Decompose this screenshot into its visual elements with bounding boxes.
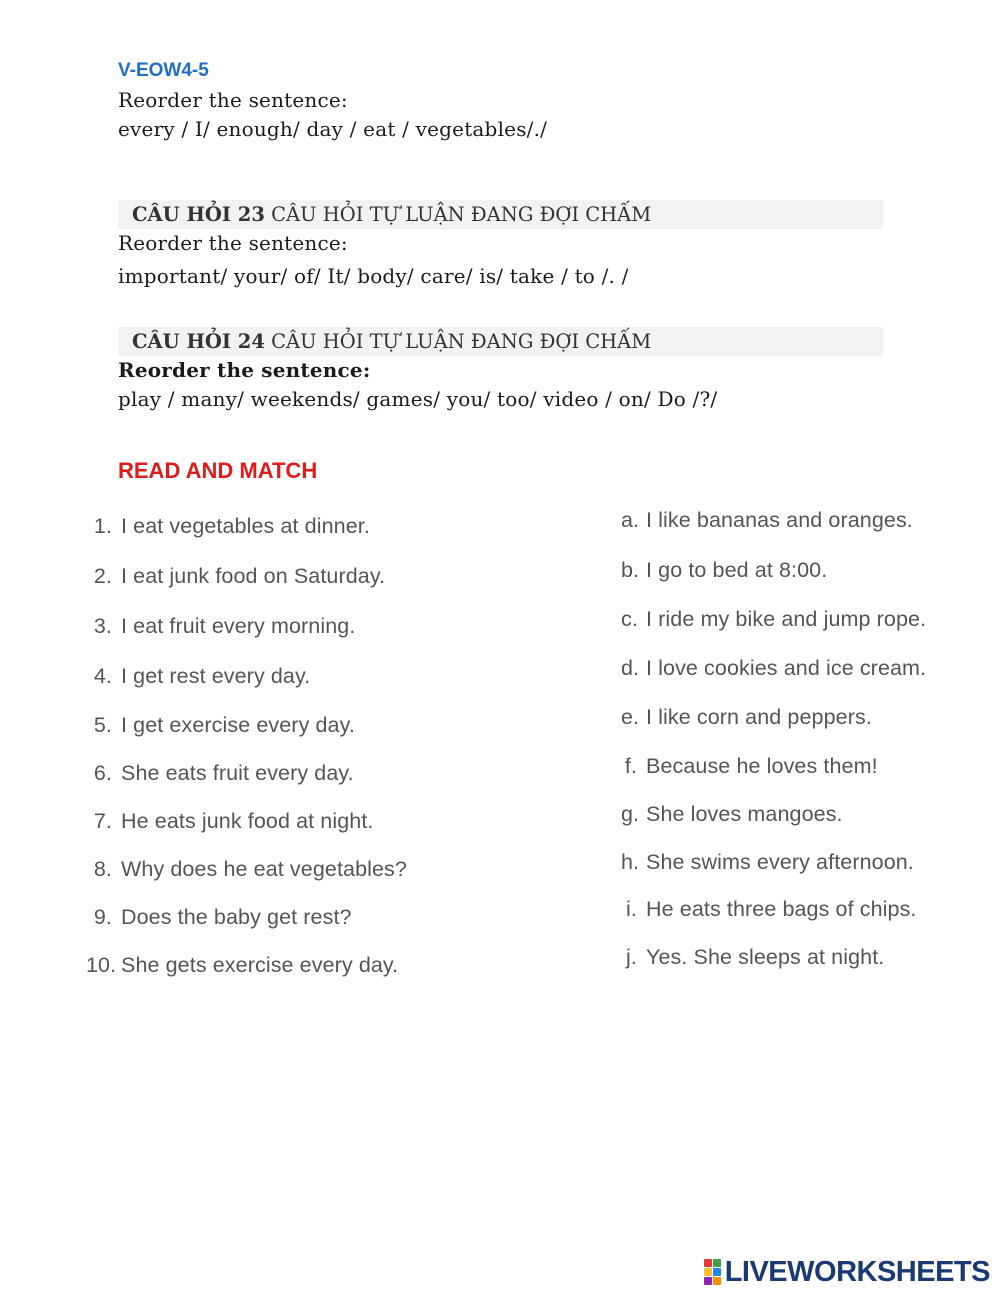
right-item [621,850,914,875]
item-text: Why does he eat vegetables? [121,857,407,881]
left-item [86,614,355,639]
item-letter: d. [621,656,640,680]
right-item [621,754,878,779]
item-text: Yes. She sleeps at night. [646,945,885,969]
item-number: 2. [93,564,112,588]
item-number: 6. [93,761,112,785]
right-item [621,607,926,632]
item-text: Does the baby get rest? [121,905,352,929]
item-text: She loves mangoes. [646,802,843,826]
left-item [86,713,355,738]
q24-instruction: Reorder the sentence: [118,358,371,382]
q24-header [118,327,883,356]
item-text: I love cookies and ice cream. [646,656,927,680]
item-letter: h. [621,850,640,874]
left-item [86,514,370,539]
left-item [86,857,407,882]
item-text: She eats fruit every day. [121,761,354,785]
item-text: She gets exercise every day. [121,953,399,977]
item-text: She swims every afternoon. [646,850,914,874]
left-item [86,953,398,978]
q23-words: important/ your/ of/ It/ body/ care/ is/ take / to /. / [118,264,629,288]
item-text: I get exercise every day. [121,713,355,737]
right-item [621,656,926,681]
right-item [621,802,843,827]
item-text: I like bananas and oranges. [646,508,913,532]
read-and-match-title: READ AND MATCH [118,458,318,483]
left-item [86,564,385,589]
q24-words: play / many/ weekends/ games/ you/ too/ video / on/ Do /?/ [118,387,718,411]
liveworksheets-logo [704,1255,990,1289]
q24-status: CÂU HỎI TỰ LUẬN ĐANG ĐỢI CHẤM [271,330,652,353]
worksheet-code: V-EOW4-5 [118,60,209,81]
right-item [621,945,884,970]
item-number: 10. [86,953,117,977]
item-number: 1. [93,514,112,538]
item-number: 8. [93,857,112,881]
item-letter: j. [626,945,637,969]
q1-words: every / I/ enough/ day / eat / vegetables/./ [118,117,548,141]
item-letter: e. [621,705,640,729]
left-item [86,761,354,786]
item-letter: f. [624,754,637,778]
left-item [86,664,310,689]
q23-instruction: Reorder the sentence: [118,231,348,255]
item-number: 7. [93,809,112,833]
q23-number: CÂU HỎI 23 [132,203,265,226]
right-item [621,897,917,922]
item-letter: a. [621,508,640,532]
item-letter: g. [621,802,640,826]
right-item [621,508,913,533]
q23-header [118,200,883,229]
item-text: I eat vegetables at dinner. [121,514,370,538]
item-letter: b. [621,558,640,582]
item-text: He eats junk food at night. [121,809,374,833]
q1-instruction: Reorder the sentence: [118,88,348,112]
q23-status: CÂU HỎI TỰ LUẬN ĐANG ĐỢI CHẤM [271,203,652,226]
item-letter: i. [626,897,637,921]
q24-number: CÂU HỎI 24 [132,330,265,353]
item-letter: c. [621,607,638,631]
right-item [621,705,872,730]
left-item [86,809,374,834]
item-text: I like corn and peppers. [646,705,872,729]
item-text: I ride my bike and jump rope. [646,607,927,631]
item-text: Because he loves them! [646,754,878,778]
item-text: He eats three bags of chips. [646,897,917,921]
item-number: 9. [93,905,112,929]
item-number: 3. [93,614,112,638]
item-text: I eat fruit every morning. [121,614,356,638]
liveworksheets-logo-text: LIVEWORKSHEETS [724,1255,990,1288]
right-item [621,558,827,583]
item-text: I go to bed at 8:00. [646,558,828,582]
left-item [86,905,352,930]
liveworksheets-logo-icon [704,1259,721,1285]
item-number: 4. [93,664,112,688]
item-text: I get rest every day. [121,664,311,688]
item-text: I eat junk food on Saturday. [121,564,386,588]
item-number: 5. [93,713,112,737]
